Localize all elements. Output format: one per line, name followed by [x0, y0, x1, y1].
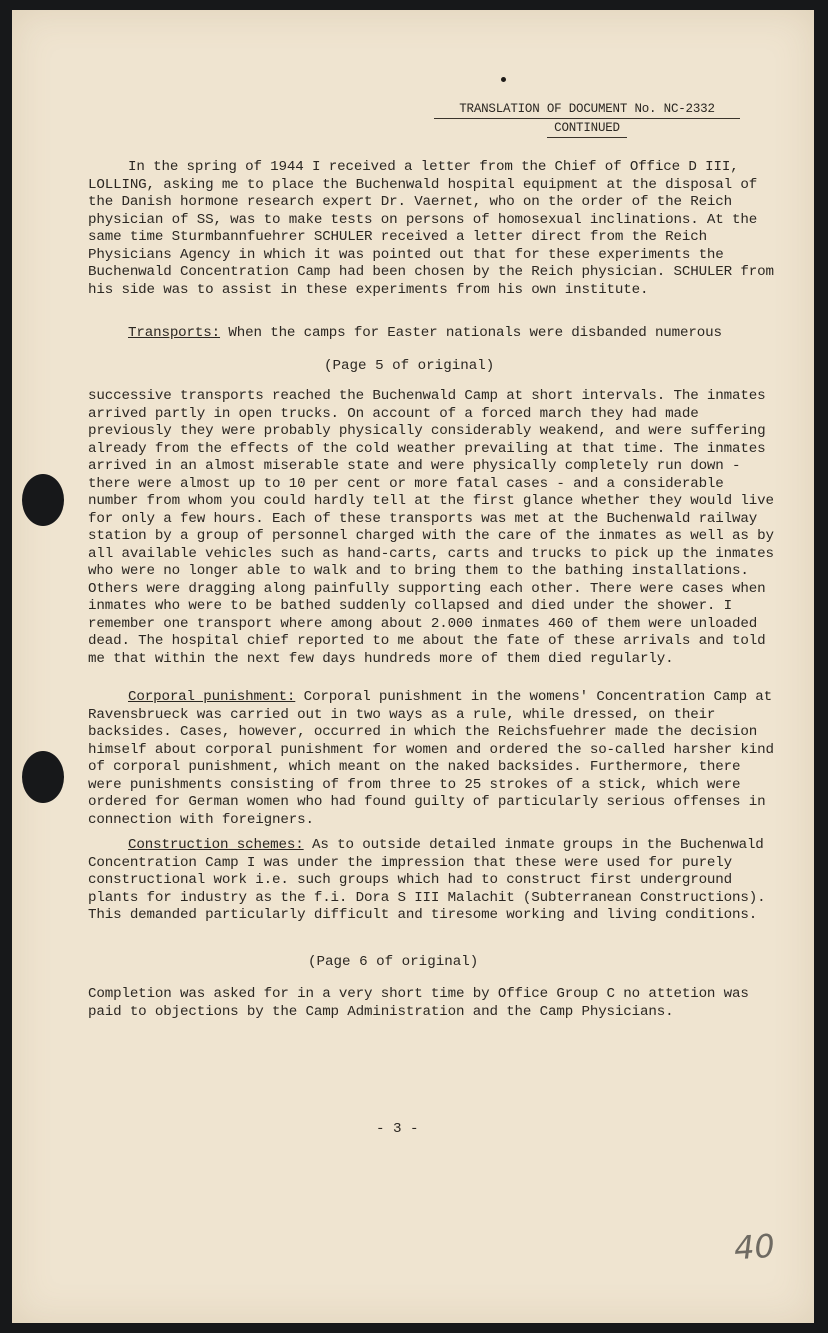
section-label-construction-schemes: Construction schemes:: [128, 837, 304, 853]
page-reference-6: (Page 6 of original): [308, 954, 479, 970]
paragraph-transports: [88, 325, 778, 343]
handwritten-archive-number: 40: [732, 1226, 776, 1268]
paragraph-construction-schemes: [88, 837, 778, 925]
paragraph-hormone-research: In the spring of 1944 I received a letter from the Chief of Office D III, LOLLING, asking me to place the Buchenwald hospital equipment at the disposal of the Danish hormone research expert Dr. Vaernet, who on the order of the Reich physician of SS, was to make tests on persons of homosexual inclinations. At the same time Sturmbannfuehrer SCHULER received a letter direct from the Reich Physicians Agency in which it was pointed out that for these experiments the Buchenwald Concentration Camp had been chosen by the Reich physician. SCHULER from his side was to assist in these experiments from his own institute.: [88, 159, 774, 298]
section-label-transports: Transports:: [128, 325, 221, 341]
paragraph-completion: Completion was asked for in a very short time by Office Group C no attetion was paid to objections by the Camp Administration and the Camp Physicians.: [88, 986, 749, 1020]
ink-dot: [501, 77, 506, 82]
paragraph-construction-schemes-text: As to outside detailed inmate groups in the Buchenwald Concentration Camp I was under the impression that these were used for purely constructional work i.e. such groups which had to construct first underground plants for industry as the f.i. Dora S III Malachit (Subterranean Constructions). This demanded particularly difficult and tiresome working and living conditions.: [88, 837, 766, 923]
paragraph-corporal-punishment-text: Corporal punishment in the womens' Concentration Camp at Ravensbrueck was carried out in two ways as a rule, while dressed, on their backsides. Cases, however, occurred in which the Reichsfuehrer made the decision himself about corporal punishment for women and ordered the so-called harsher kind of corporal punishment, which meant on the naked backsides. Furthermore, there were punishments consisting of from three to 25 strokes of a stick, which were ordered for German women who had found guilty of particularly serious offenses in connection with foreigners.: [88, 689, 774, 828]
section-label-corporal-punishment: Corporal punishment:: [128, 689, 296, 705]
paragraph-corporal-punishment: [88, 689, 778, 829]
punch-hole: [22, 751, 64, 803]
paragraph-transports-text: When the camps for Easter nationals were disbanded numerous: [220, 325, 722, 341]
heading-title: TRANSLATION OF DOCUMENT No. NC-2332: [434, 100, 740, 119]
punch-hole: [22, 474, 64, 526]
page-reference-5: (Page 5 of original): [324, 358, 495, 374]
page-number: - 3 -: [376, 1121, 419, 1137]
document-heading: [434, 100, 740, 138]
paragraph-transports-continued: successive transports reached the Buchenwald Camp at short intervals. The inmates arrived partly in open trucks. On account of a forced march they had made previously they were probably physically considerably weakend, and were suffering already from the effects of the cold weather prevailing at that time. The inmates arrived in an almost miserable state and were physically completely run down - there were almost up to 10 per cent or more fatal cases - and a considerable number from whom you could hardly tell at the first glance whether they would live for only a few hours. Each of these transports was met at the Buchenwald railway station by a group of personnel charged with the care of the inmates as well as by all available vehicles such as hand-carts, carts and trucks to pick up the inmates who were no longer able to walk and to bring them to the bathing installations. Others were dragging along painfully supporting each other. There were cases when inmates who were to be bathed suddenly collapsed and died under the shower. I remember one transport where among about 2.000 inmates 460 of them were unloaded dead. The hospital chief reported to me about the fate of these arrivals and told me that within the next few days hundreds more of them died regularly.: [88, 388, 774, 667]
heading-subtitle: CONTINUED: [547, 119, 627, 138]
